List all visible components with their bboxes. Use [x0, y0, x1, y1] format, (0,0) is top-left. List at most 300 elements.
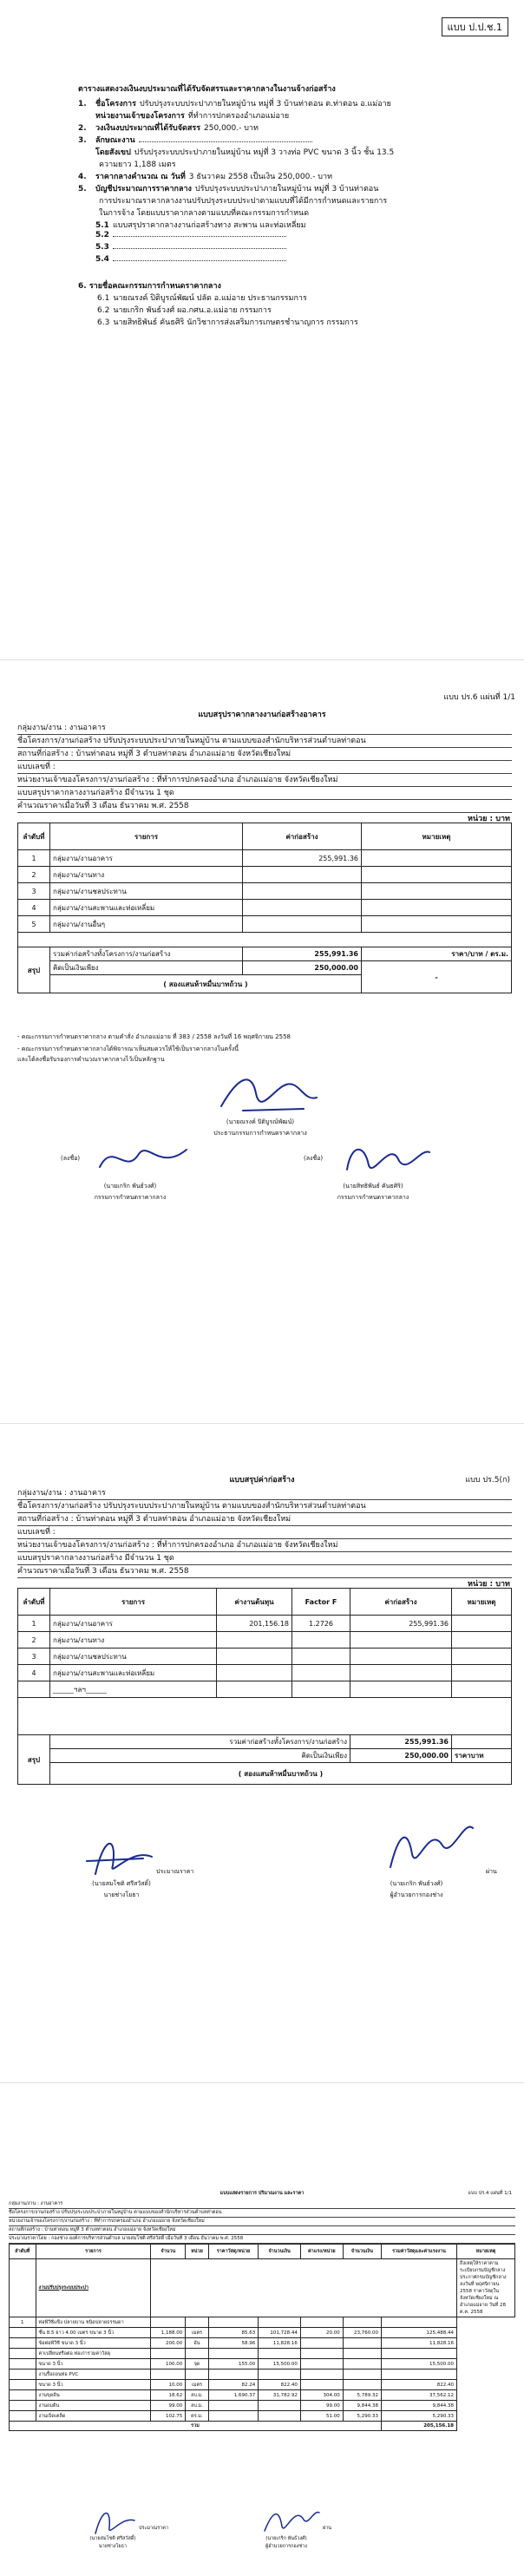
cell-qty [151, 2317, 186, 2328]
cell-mp [208, 2411, 259, 2422]
row-item: กลุ่มงาน/งานอาคาร [50, 1616, 217, 1632]
cell-no [10, 2380, 36, 2390]
table-row [18, 900, 512, 916]
cell-tot [381, 2349, 456, 2359]
row-factor: 1.2726 [292, 1616, 350, 1632]
cell-name: ขนาด 3 นิ้ว [36, 2380, 151, 2390]
page-title: แบบแสดงรายการ ปริมาณงาน และราคา [219, 2191, 305, 2196]
total-value: 255,991.36 [350, 1735, 452, 1749]
table-row [10, 2390, 515, 2401]
cell-name: งานถมดิน [36, 2401, 151, 2411]
detail-row [78, 219, 495, 231]
header-row: กลุ่มงาน/งาน : งานอาคาร [17, 722, 512, 735]
cell-lp: 304.00 [300, 2390, 343, 2401]
price-per-unit-label: ราคา/บาท / ตร.ม. [362, 947, 512, 961]
detail-value [113, 248, 286, 249]
col-remark: หมายเหตุ [452, 1589, 512, 1616]
total-label: รวม [10, 2422, 382, 2431]
cell-la [343, 2359, 381, 2370]
note-order: - คณะกรรมการกำหนดราคากลาง ตามคำสั่ง อำเภอแม่อาย ที่ 383 / 2558 ลงวันที่ 16 พฤศจิกายน 2558 [17, 1033, 291, 1040]
committee-member: นายสิทธิพันธ์ คันธศิริ นักวิชาการส่งเสริมการเกษตรชำนาญการ กรรมการ [113, 316, 357, 328]
cell-tot: 37,562.12 [381, 2390, 456, 2401]
table-row [18, 1632, 512, 1649]
cell-tot: 5,290.33 [381, 2411, 456, 2422]
row-item: กลุ่มงาน/งานชลประทาน [50, 1649, 217, 1665]
amount-in-words: ( สองแสนห้าหมื่นบาทถ้วน ) [50, 1763, 512, 1785]
detail-value: 3 ธันวาคม 2558 เป็นเงิน 250,000.- บาท [189, 170, 363, 182]
row-item: ______ฯลฯ______ [50, 1681, 217, 1698]
committee-member: นายเกริก พันธ์วงศ์ ผอ.กศน.อ.แม่อาย กรรมการ [113, 304, 271, 316]
row-cost [243, 900, 362, 916]
page-1-ppc1 [0, 0, 524, 330]
approver-signature [260, 2501, 321, 2535]
section-label: งานปรับปรุงระบบประปา [36, 2259, 151, 2317]
member-left-name: (นายเกริก พันธ์วงศ์) [103, 1183, 157, 1190]
cell-unit: เมตร [186, 2380, 209, 2390]
cell-name: ท่อพีวีซีแข็ง ปลายบาน ชนิดปลายธรรมดา [36, 2317, 151, 2328]
col-header: หน่วย [186, 2245, 209, 2259]
cell-ma: 31,782.92 [259, 2390, 301, 2401]
row-cost [350, 1681, 452, 1698]
round-label: คิดเป็นเงินเพียง [50, 1749, 350, 1763]
cell-mp: 58.96 [208, 2338, 259, 2349]
row-base-cost [217, 1665, 292, 1681]
price-per-unit: - [362, 961, 512, 993]
detail-value: ความยาว 1,188 เมตร [99, 158, 272, 170]
total-label: รวมค่าก่อสร้างทั้งโครงการ/งานก่อสร้าง [50, 1735, 350, 1749]
committee-no: 6.2 [97, 306, 110, 315]
row-item: กลุ่มงาน/งานทาง [50, 867, 243, 883]
header-row: แบบสรุปราคากลางงานก่อสร้าง มีจำนวน 1 ชุด [17, 787, 512, 800]
cell-no [10, 2328, 36, 2338]
committee-row [97, 292, 496, 304]
col-cost: ค่าก่อสร้าง [243, 823, 362, 850]
cell-la [343, 2349, 381, 2359]
note-certify: และได้ลงชื่อรับรองการคำนวณราคากลางไว้เป็นหลักฐาน [17, 1056, 165, 1063]
cell-qty: 1,188.00 [151, 2328, 186, 2338]
total-value: 255,991.36 [243, 947, 362, 961]
col-item: รายการ [50, 823, 243, 850]
row-no: 1 [18, 850, 50, 867]
table-row [10, 2328, 515, 2338]
cell-unit: ลบ.ม. [186, 2401, 209, 2411]
row-remark [452, 1616, 512, 1632]
form-code: แบบ ปร.5(ก) [465, 1476, 510, 1485]
header-row: กลุ่มงาน/งาน : งานอาคาร [17, 1487, 512, 1500]
detail-value [113, 260, 286, 261]
committee-no: 6.1 [97, 294, 110, 303]
cell-ma: 15,500.00 [259, 2359, 301, 2370]
detail-label: ลักษณะงาน [95, 136, 135, 145]
approver-line: ผ่าน [323, 2526, 332, 2531]
cell-tot: 15,500.00 [381, 2359, 456, 2370]
cell-mp: 1,690.37 [208, 2390, 259, 2401]
cell-unit: ลบ.ม. [186, 2390, 209, 2401]
round-unit: ราคาบาท [452, 1749, 512, 1763]
detail-label: ชื่อโครงการ [95, 100, 136, 108]
row-remark [452, 1665, 512, 1681]
table-row [18, 867, 512, 883]
cell-no [10, 2349, 36, 2359]
cell-tot: 125,488.44 [381, 2328, 456, 2338]
detail-value: ปรับปรุงระบบประปาภายในหมู่บ้าน หมู่ที่ 3 วางท่อ PVC ขนาด 3 นิ้ว ชั้น 13.5 [134, 146, 394, 158]
row-cost: 255,991.36 [350, 1616, 452, 1632]
detail-value: 250,000.- บาท [204, 121, 377, 134]
table-row [18, 1649, 512, 1665]
detail-label: 5.3 [95, 243, 109, 252]
cell-no [10, 2370, 36, 2380]
estimator-signature [87, 2503, 139, 2538]
cell-mp [208, 2349, 259, 2359]
row-cost [350, 1649, 452, 1665]
row-remark [362, 850, 512, 867]
chairman-role: ประธานกรรมการกำหนดราคากลาง [213, 1130, 307, 1137]
estimator-line: ประมาณราคา [139, 2526, 169, 2531]
row-cost: 255,991.36 [243, 850, 362, 867]
row-factor [292, 1649, 350, 1665]
header-row: หน่วยงานเจ้าของโครงการ/งานก่อสร้าง : ที่ทำการปกครองอำเภอ อำเภอแม่อาย จังหวัดเชียงใหม่ [9, 2218, 515, 2226]
cell-tot: 822.40 [381, 2380, 456, 2390]
row-factor [292, 1681, 350, 1698]
page-title: แบบสรุปราคากลางงานก่อสร้างอาคาร [198, 711, 326, 719]
detail-row [78, 243, 495, 255]
approver-role: ผู้อำนวยการกองช่าง [390, 1891, 443, 1898]
row-cost [243, 883, 362, 900]
table-row [18, 850, 512, 867]
cell-tot [381, 2370, 456, 2380]
detail-label: โดยสังเขป [95, 148, 131, 157]
cell-name: งานขุดดิน [36, 2390, 151, 2401]
detail-row [78, 109, 495, 121]
table-row [18, 1681, 512, 1698]
detail-row [78, 206, 495, 219]
col-header: ราคาวัสดุ/หน่วย [208, 2245, 259, 2259]
cell-no [10, 2401, 36, 2411]
col-remark: หมายเหตุ [362, 823, 512, 850]
cell-mp: 155.00 [208, 2359, 259, 2370]
header-row: ประมาณราคาโดย : กองช่าง องค์การบริหารส่วนตำบล นายสมโชติ ศรีสวัสดิ์ เมื่อวันที่ 3 เดือน ธันวาคม พ.ศ. 2558 [9, 2235, 515, 2244]
approver-name: (นายเกริก พันธ์วงศ์) [390, 1880, 443, 1887]
member-right-role: กรรมการกำหนดราคากลาง [337, 1194, 409, 1201]
table-row [10, 2349, 515, 2359]
detail-no: 4. [78, 173, 87, 181]
header-row: แบบเลขที่ : [17, 761, 512, 774]
member-right-signature [338, 1135, 434, 1178]
row-remark [362, 916, 512, 933]
row-item: กลุ่มงาน/งานอื่นๆ [50, 916, 243, 933]
header-row: สถานที่ก่อสร้าง : บ้านท่าตอน หมู่ที่ 3 ตำบลท่าตอน อำเภอแม่อาย จังหวัดเชียงใหม่ [17, 748, 512, 761]
detail-row [78, 182, 495, 194]
chairman-name: (นายณรงค์ ปิติบูรณ์พัฒน์) [226, 1118, 295, 1125]
cell-lp [300, 2370, 343, 2380]
detail-row [78, 231, 495, 243]
note-approve: - คณะกรรมการกำหนดราคากลางได้พิจารณาเห็นสมควรให้ใช้เป็นราคากลางในครั้งนี้ [17, 1045, 239, 1052]
detail-no: 5. [78, 185, 87, 193]
cell-ma [259, 2411, 301, 2422]
detail-row [78, 121, 495, 134]
detail-no: 3. [78, 136, 87, 145]
approver-role: ผู้อำนวยการกองช่าง [265, 2544, 307, 2549]
cell-name: งานเบ็ดเตล็ด [36, 2411, 151, 2422]
form-code: แบบ ป.ป.ช.1 [442, 17, 508, 36]
col-factor: Factor F [292, 1589, 350, 1616]
page-2-por6 [0, 685, 524, 1414]
committee-list [97, 292, 496, 328]
cell-la: 5,290.33 [343, 2411, 381, 2422]
row-no: 4 [18, 900, 50, 916]
round-value: 250,000.00 [350, 1749, 452, 1763]
header-row: คำนวณราคาเมื่อวันที่ 3 เดือน ธันวาคม พ.ศ. 2558 [17, 1565, 512, 1578]
cell-ma: 822.40 [259, 2380, 301, 2390]
detail-no: 2. [78, 124, 87, 133]
col-no: ลำดับที่ [18, 823, 50, 850]
row-base-cost [217, 1632, 292, 1649]
detail-value: ที่ทำการปกครองอำเภอแม่อาย [188, 109, 362, 121]
cell-qty: 100.00 [151, 2359, 186, 2370]
table-row [10, 2317, 515, 2328]
cell-mp [208, 2317, 259, 2328]
cell-ma [259, 2401, 301, 2411]
table-row [18, 883, 512, 900]
cost-summary-table [17, 1588, 512, 1785]
cell-lp [300, 2317, 343, 2328]
header-row: หน่วยงานเจ้าของโครงการ/งานก่อสร้าง : ที่ทำการปกครองอำเภอ อำเภอแม่อาย จังหวัดเชียงใหม่ [17, 774, 512, 787]
cell-no: 1 [10, 2317, 36, 2328]
header-row: แบบสรุปราคากลางงานก่อสร้าง มีจำนวน 1 ชุด [17, 1552, 512, 1565]
detail-value: ปรับปรุงระบบประปาภายในหมู่บ้าน หมู่ที่ 3 บ้านท่าตอน [195, 182, 378, 194]
cell-lp [300, 2349, 343, 2359]
row-remark [452, 1632, 512, 1649]
cell-mp [208, 2370, 259, 2380]
member-left-role: กรรมการกำหนดราคากลาง [94, 1194, 167, 1201]
bill-of-quantities [9, 2244, 515, 2431]
estimator-name: (นายสมโชติ ศรีสวัสดิ์) [89, 2536, 136, 2541]
cell-la: 9,844.38 [343, 2401, 381, 2411]
header-row: ชื่อโครงการ/งานก่อสร้าง ปรับปรุงระบบประปาภายในหมู่บ้าน ตามแบบของสำนักบริหารส่วนตำบลท่าตอน [17, 735, 512, 748]
detail-row [78, 170, 495, 182]
round-value: 250,000.00 [243, 961, 362, 975]
detail-value [139, 141, 312, 142]
cell-unit [186, 2317, 209, 2328]
cell-la [343, 2338, 381, 2349]
header-row: คำนวณราคาเมื่อวันที่ 3 เดือน ธันวาคม พ.ศ. 2558 [17, 800, 512, 813]
page-4-por4 [0, 2186, 524, 2568]
table-row [10, 2370, 515, 2380]
row-no: 5 [18, 916, 50, 933]
col-header: รายการ [36, 2245, 151, 2259]
estimator-role: นายช่างโยธา [103, 1891, 140, 1898]
header-row: แบบเลขที่ : [17, 1526, 512, 1539]
detail-label: 5.1 [95, 221, 109, 230]
col-base-cost: ค่างานต้นทุน [217, 1589, 292, 1616]
row-remark [362, 900, 512, 916]
cell-no [10, 2411, 36, 2422]
cell-la [343, 2380, 381, 2390]
detail-row [78, 97, 495, 109]
sign-right-word: (ลงชื่อ) [304, 1155, 324, 1162]
col-header: รวมค่าวัสดุและค่าแรงงาน [381, 2245, 456, 2259]
detail-row [78, 194, 495, 206]
table-row [10, 2380, 515, 2390]
table-row [10, 2359, 515, 2370]
col-header: จำนวนเงิน [259, 2245, 301, 2259]
detail-value: แบบสรุปราคากลางงานก่อสร้างทาง สะพาน และท่อเหลี่ยม [113, 219, 306, 231]
amount-in-words: ( สองแสนห้าหมื่นบาทถ้วน ) [50, 975, 362, 993]
summary-label: สรุป [18, 1735, 50, 1785]
cell-la: 23,760.00 [343, 2328, 381, 2338]
row-no: 3 [18, 883, 50, 900]
col-header: ค่าแรง/หน่วย [300, 2245, 343, 2259]
unit-label: หน่วย : บาท [468, 1580, 510, 1589]
detail-value [113, 236, 286, 237]
unit-label: หน่วย : บาท [468, 815, 510, 823]
table-row [18, 1665, 512, 1681]
cell-lp: 51.00 [300, 2411, 343, 2422]
cell-no [10, 2359, 36, 2370]
header-row: ชื่อโครงการ/งานก่อสร้าง ปรับปรุงระบบประปาภายในหมู่บ้าน ตามแบบของสำนักบริหารส่วนตำบลท่าตอน [9, 2209, 515, 2218]
form-header [17, 722, 512, 813]
detail-row [78, 255, 495, 267]
header-row: กลุ่มงาน/งาน : งานอาคาร [9, 2200, 515, 2209]
table-row [18, 1616, 512, 1632]
form-header [9, 2200, 515, 2244]
cell-ma: 101,728.44 [259, 2328, 301, 2338]
row-base-cost: 201,156.18 [217, 1616, 292, 1632]
cell-no [10, 2338, 36, 2349]
cell-qty: 10.00 [151, 2380, 186, 2390]
detail-label: ราคากลางคำนวณ ณ วันที่ [95, 173, 186, 181]
row-no: 2 [18, 867, 50, 883]
cell-ma [259, 2349, 301, 2359]
page-title: แบบสรุปค่าก่อสร้าง [229, 1476, 295, 1485]
summary-label: สรุป [18, 947, 50, 993]
detail-no: 1. [78, 100, 87, 108]
row-base-cost [217, 1681, 292, 1698]
row-no: 2 [18, 1632, 50, 1649]
header-row: สถานที่ก่อสร้าง : บ้านท่าตอน หมู่ที่ 3 ตำบลท่าตอน อำเภอแม่อาย จังหวัดเชียงใหม่ [9, 2226, 515, 2235]
summary-table [17, 823, 512, 993]
cell-unit: อัน [186, 2338, 209, 2349]
round-label: คิดเป็นเงินเพียง [50, 961, 243, 975]
row-no: 1 [18, 1616, 50, 1632]
cell-lp: 20.00 [300, 2328, 343, 2338]
member-left-signature [95, 1137, 191, 1180]
cell-mp: 82.24 [208, 2380, 259, 2390]
detail-label: 5.4 [95, 255, 109, 264]
detail-value: ในการจ้าง โดยแบบราคากลางตามแบบที่คณะกรรมการกำหนด [99, 206, 309, 219]
cell-la [343, 2370, 381, 2380]
detail-row [78, 158, 495, 170]
detail-label: วงเงินงบประมาณที่ได้รับจัดสรร [95, 124, 201, 133]
cell-ma [259, 2317, 301, 2328]
table-row [10, 2401, 515, 2411]
row-no: 4 [18, 1665, 50, 1681]
cell-unit [186, 2370, 209, 2380]
cell-name: ข้อต่อพีวีซี ขนาด 3 นิ้ว [36, 2338, 151, 2349]
header-row: ชื่อโครงการ/งานก่อสร้าง ปรับปรุงระบบประปาภายในหมู่บ้าน ตามแบบของสำนักบริหารส่วนตำบลท่าตอน [17, 1500, 512, 1513]
cell-la: 5,789.32 [343, 2390, 381, 2401]
committee-no: 6.3 [97, 318, 110, 327]
cell-mp [208, 2401, 259, 2411]
row-factor [292, 1665, 350, 1681]
total-label: รวมค่าก่อสร้างทั้งโครงการ/งานก่อสร้าง [50, 947, 243, 961]
detail-row [78, 134, 495, 146]
cell-qty [151, 2349, 186, 2359]
estimator-role: นายช่างโยธา [98, 2544, 128, 2549]
row-cost [243, 916, 362, 933]
detail-value: การประมาณราคากลางงานปรับปรุงระบบประปาตามแบบที่ได้มีการกำหนดและรายการ [99, 194, 387, 206]
cell-qty: 102.75 [151, 2411, 186, 2422]
cell-tot [381, 2317, 456, 2328]
cell-name: งานรื้อถอนท่อ PVC [36, 2370, 151, 2380]
cell-ma [259, 2370, 301, 2380]
cell-lp [300, 2338, 343, 2349]
committee-title: 6. รายชื่อคณะกรรมการกำหนดราคากลาง [78, 282, 221, 291]
form-code: แบบ ปร.4 แผ่นที่ 1/1 [468, 2191, 512, 2196]
row-remark [452, 1681, 512, 1698]
estimator-signature [78, 1831, 156, 1883]
col-item: รายการ [50, 1589, 217, 1616]
sign-left-word: (ลงชื่อ) [61, 1155, 81, 1162]
committee-row [97, 304, 496, 316]
cell-tot: 9,844.38 [381, 2401, 456, 2411]
approver-line: ผ่าน [486, 1868, 497, 1875]
cell-qty [151, 2370, 186, 2380]
detail-value: ปรับปรุงระบบประปาภายในหมู่บ้าน หมู่ที่ 3 บ้านท่าตอน ต.ท่าตอน อ.แม่อาย [140, 97, 391, 109]
estimator-line: ประมาณราคา [156, 1868, 194, 1875]
cell-name: ขนาด 3 นิ้ว [36, 2359, 151, 2370]
total-value: 205,156.18 [381, 2422, 456, 2431]
cell-ma: 11,828.16 [259, 2338, 301, 2349]
cell-mp: 85.63 [208, 2328, 259, 2338]
cell-name: ค่าเปลี่ยนหรือต่อ ท่อเก่ารวมค่าวัสดุ [36, 2349, 151, 2359]
header-row: สถานที่ก่อสร้าง : บ้านท่าตอน หมู่ที่ 3 ตำบลท่าตอน อำเภอแม่อาย จังหวัดเชียงใหม่ [17, 1513, 512, 1526]
form-header [17, 1487, 512, 1578]
col-no: ลำดับที่ [18, 1589, 50, 1616]
cell-tot: 11,828.16 [381, 2338, 456, 2349]
detail-label: หน่วยงานเจ้าของโครงการ [95, 112, 185, 121]
row-item: กลุ่มงาน/งานชลประทาน [50, 883, 243, 900]
col-header: จำนวน [151, 2245, 186, 2259]
cell-la [343, 2317, 381, 2328]
cell-lp: 99.00 [300, 2401, 343, 2411]
row-remark [362, 867, 512, 883]
row-cost [243, 867, 362, 883]
col-header: จำนวนเงิน [343, 2245, 381, 2259]
table-row [10, 2411, 515, 2422]
form-code: แบบ ปร.6 แผ่นที่ 1/1 [443, 693, 515, 702]
cell-qty: 99.00 [151, 2401, 186, 2411]
row-item: กลุ่มงาน/งานอาคาร [50, 850, 243, 867]
approver-name: (นายเกริก พันธ์วงศ์) [265, 2536, 307, 2541]
cell-unit: จุด [186, 2359, 209, 2370]
header-row: หน่วยงานเจ้าของโครงการ/งานก่อสร้าง : ที่ทำการปกครองอำเภอ อำเภอแม่อาย จังหวัดเชียงใหม่ [17, 1539, 512, 1552]
row-item: กลุ่มงาน/งานสะพานและท่อเหลี่ยม [50, 1665, 217, 1681]
row-base-cost [217, 1649, 292, 1665]
page-title: ตารางแสดงวงเงินงบประมาณที่ได้รับจัดสรรและราคากลางในงานจ้างก่อสร้าง [78, 85, 336, 94]
detail-label: บัญชีประมาณการราคากลาง [95, 185, 192, 193]
row-no: 3 [18, 1649, 50, 1665]
row-item: กลุ่มงาน/งานสะพานและท่อเหลี่ยม [50, 900, 243, 916]
project-details [78, 97, 495, 267]
remark: ถึงเหตุให้ราคาตามระเบียบกรมบัญชีกลาง ประกาศกรมบัญชีกลาง ลงวันที่ พฤศจิกายน 2558 ราคาวัสดุในจังหวัดเชียงใหม่ ณ อำเภอแม่อาย วันที่ 28 ต.ค. 2558 [457, 2259, 515, 2317]
row-remark [362, 883, 512, 900]
cell-unit: เมตร [186, 2328, 209, 2338]
row-cost [350, 1632, 452, 1649]
col-header: ลำดับที่ [10, 2245, 36, 2259]
row-item: กลุ่มงาน/งานทาง [50, 1632, 217, 1649]
row-remark [452, 1649, 512, 1665]
